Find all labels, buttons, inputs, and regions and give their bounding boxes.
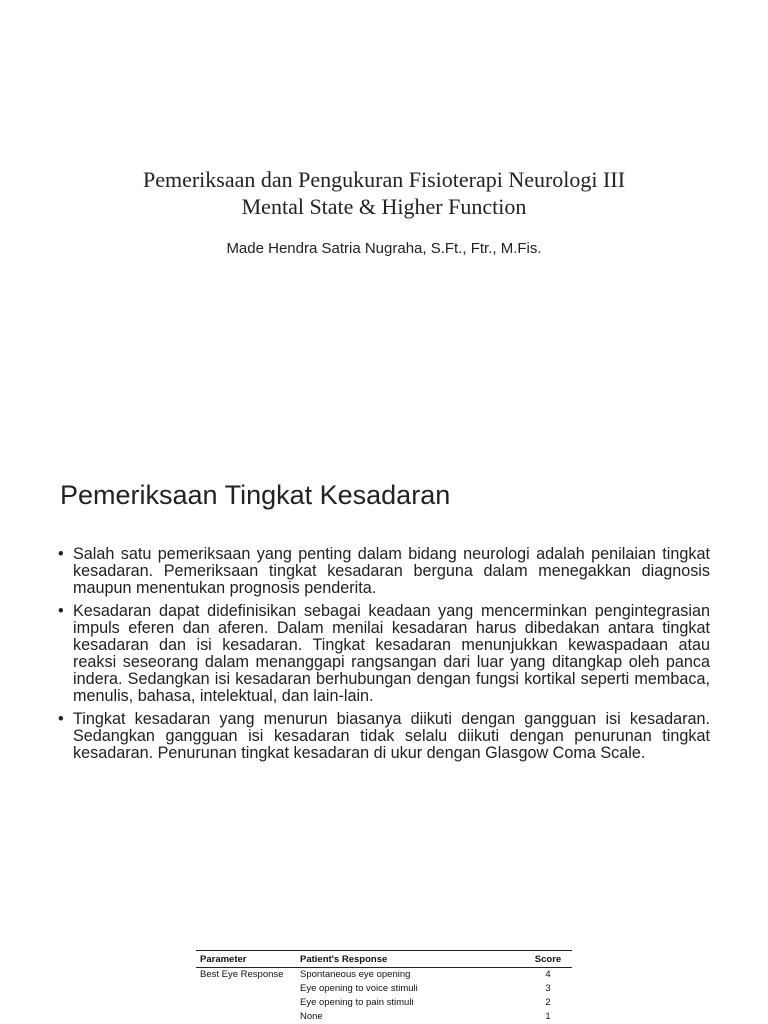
cell-score: 3: [545, 983, 551, 994]
cell-parameter: [196, 996, 296, 1010]
glasgow-coma-scale-table: [196, 950, 572, 1024]
bullet-item: [56, 546, 710, 597]
title-slide: [0, 0, 768, 440]
bullet-icon: •: [58, 602, 64, 620]
author-name: Made Hendra Satria Nugraha, S.Ft., Ftr., M.Fis.: [226, 240, 542, 257]
bullet-list: [56, 546, 710, 768]
section-heading: Pemeriksaan Tingkat Kesadaran: [60, 480, 451, 510]
cell-parameter: [196, 1010, 296, 1024]
cell-score: 1: [545, 1011, 551, 1022]
table-row: [196, 982, 572, 996]
cell-parameter: [196, 982, 296, 996]
header-patient-response: Patient's Response: [296, 951, 524, 968]
bullet-icon: •: [58, 545, 64, 563]
cell-response: Eye opening to voice stimuli: [300, 983, 418, 994]
table-row: [196, 996, 572, 1010]
cell-response: None: [300, 1011, 323, 1022]
cell-parameter: Best Eye Response: [200, 969, 284, 980]
table-row: [196, 1010, 572, 1024]
presentation-title: [0, 166, 768, 220]
cell-score: 4: [545, 969, 551, 980]
title-line-1: Pemeriksaan dan Pengukuran Fisioterapi Neurologi III: [142, 167, 626, 192]
cell-response: Eye opening to pain stimuli: [300, 997, 414, 1008]
bullet-icon: •: [58, 710, 64, 728]
cell-score: 2: [545, 997, 551, 1008]
bullet-text: Tingkat kesadaran yang menurun biasanya diikuti dengan gangguan isi kesadaran. Sedangkan gangguan isi kesadaran tidak selalu diikuti dengan penurunan tingkat kesadaran. Penurunan tingkat kesadaran di ukur dengan Glasgow Coma Scale.: [73, 710, 710, 762]
table-row: [196, 968, 572, 983]
bullet-item: [56, 711, 710, 762]
bullet-text: Kesadaran dapat didefinisikan sebagai keadaan yang mencerminkan pengintegrasian impuls eferen dan aferen. Dalam menilai kesadaran harus dibedakan antara tingkat kesadaran dan isi kesadaran. Tingkat kesadaran menunjukkan kewaspadaan atau reaksi seseorang dalam menanggapi rangsangan dari luar yang ditangkap oleh panca indera. Sedangkan isi kesadaran berhubungan dengan fungsi kortikal seperti membaca, menulis, bahasa, intelektual, dan lain-lain.: [73, 602, 710, 705]
header-parameter: Parameter: [196, 951, 296, 968]
bullet-text: Salah satu pemeriksaan yang penting dalam bidang neurologi adalah penilaian tingkat kesadaran. Pemeriksaan tingkat kesadaran berguna dalam menegakkan diagnosis maupun menentukan prognosis penderita.: [73, 545, 710, 597]
table-header-row: [196, 951, 572, 968]
title-line-2: Mental State & Higher Function: [241, 194, 527, 219]
header-score: Score: [524, 951, 572, 968]
cell-response: Spontaneous eye opening: [300, 969, 411, 980]
bullet-item: [56, 603, 710, 705]
